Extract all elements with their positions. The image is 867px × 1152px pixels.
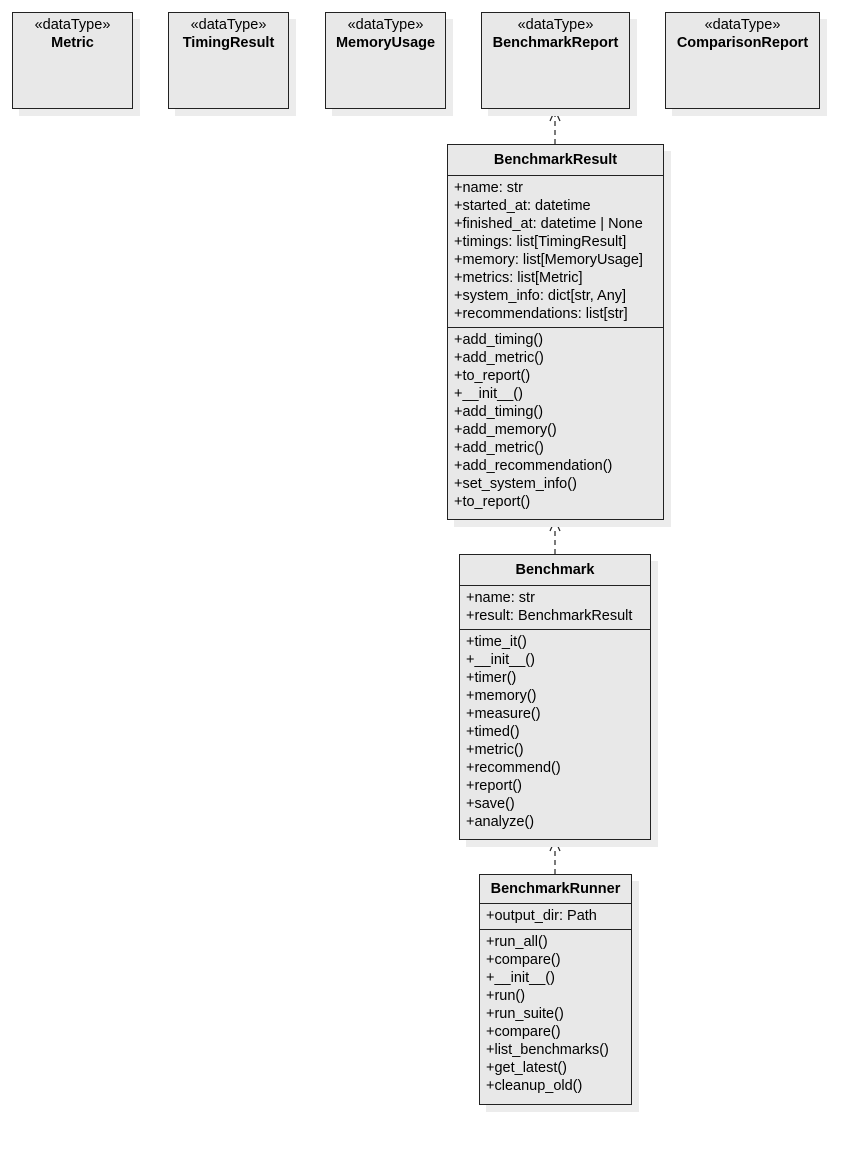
- stereotype-label: «dataType»: [347, 17, 424, 33]
- method-row: +run_all(): [486, 934, 548, 950]
- method-row: +__init__(): [454, 386, 523, 402]
- method-row: +metric(): [466, 742, 524, 758]
- attributes-section: [480, 904, 631, 930]
- method-row: +compare(): [486, 952, 561, 968]
- method-row: +recommend(): [466, 760, 561, 776]
- method-row: +compare(): [486, 1024, 561, 1040]
- method-row: +to_report(): [454, 494, 531, 510]
- attribute-row: +memory: list[MemoryUsage]: [454, 252, 643, 268]
- method-row: +measure(): [466, 706, 541, 722]
- methods-section: [480, 930, 631, 1099]
- class-title: Benchmark: [460, 555, 650, 586]
- stereotype-label: «dataType»: [190, 17, 267, 33]
- method-row: +__init__(): [466, 652, 535, 668]
- attribute-row: +recommendations: list[str]: [454, 306, 628, 322]
- method-row: +time_it(): [466, 634, 527, 650]
- method-row: +timed(): [466, 724, 520, 740]
- method-row: +get_latest(): [486, 1060, 568, 1076]
- attribute-row: +timings: list[TimingResult]: [454, 234, 627, 250]
- method-row: +memory(): [466, 688, 537, 704]
- class-title: BenchmarkResult: [448, 145, 663, 176]
- class-benchmark[interactable]: [459, 554, 651, 840]
- stereotype-label: «dataType»: [517, 17, 594, 33]
- method-row: +run(): [486, 988, 526, 1004]
- method-row: +timer(): [466, 670, 517, 686]
- attribute-row: +started_at: datetime: [454, 198, 591, 214]
- methods-section: [448, 328, 663, 515]
- attribute-row: +name: str: [454, 180, 523, 196]
- method-row: +add_metric(): [454, 440, 544, 456]
- datatype-name: ComparisonReport: [676, 35, 809, 51]
- attributes-section: [460, 586, 650, 630]
- method-row: +add_recommendation(): [454, 458, 613, 474]
- attribute-row: +metrics: list[Metric]: [454, 270, 583, 286]
- method-row: +__init__(): [486, 970, 555, 986]
- class-benchmark-result[interactable]: [447, 144, 664, 520]
- method-row: +add_timing(): [454, 332, 544, 348]
- datatype-name: MemoryUsage: [335, 35, 436, 51]
- method-row: +add_metric(): [454, 350, 544, 366]
- method-row: +list_benchmarks(): [486, 1042, 609, 1058]
- datatype-timing-result[interactable]: [168, 12, 289, 109]
- stereotype-label: «dataType»: [34, 17, 111, 33]
- attribute-row: +finished_at: datetime | None: [454, 216, 643, 232]
- method-row: +report(): [466, 778, 523, 794]
- method-row: +to_report(): [454, 368, 531, 384]
- attribute-row: +name: str: [466, 590, 535, 606]
- method-row: +add_memory(): [454, 422, 557, 438]
- method-row: +analyze(): [466, 814, 535, 830]
- stereotype-label: «dataType»: [704, 17, 781, 33]
- attribute-row: +result: BenchmarkResult: [466, 608, 633, 624]
- datatype-name: Metric: [51, 35, 94, 51]
- class-title: BenchmarkRunner: [480, 875, 631, 904]
- class-benchmark-runner[interactable]: [479, 874, 632, 1105]
- datatype-memory-usage[interactable]: [325, 12, 446, 109]
- method-row: +save(): [466, 796, 515, 812]
- attributes-section: [448, 176, 663, 328]
- datatype-comparison-report[interactable]: [665, 12, 820, 109]
- attribute-row: +system_info: dict[str, Any]: [454, 288, 627, 304]
- datatype-name: TimingResult: [182, 35, 275, 51]
- method-row: +add_timing(): [454, 404, 544, 420]
- attribute-row: +output_dir: Path: [486, 908, 597, 924]
- methods-section: [460, 630, 650, 835]
- method-row: +cleanup_old(): [486, 1078, 583, 1094]
- method-row: +set_system_info(): [454, 476, 577, 492]
- method-row: +run_suite(): [486, 1006, 564, 1022]
- datatype-metric[interactable]: [12, 12, 133, 109]
- datatype-name: BenchmarkReport: [492, 35, 619, 51]
- datatype-benchmark-report[interactable]: [481, 12, 630, 109]
